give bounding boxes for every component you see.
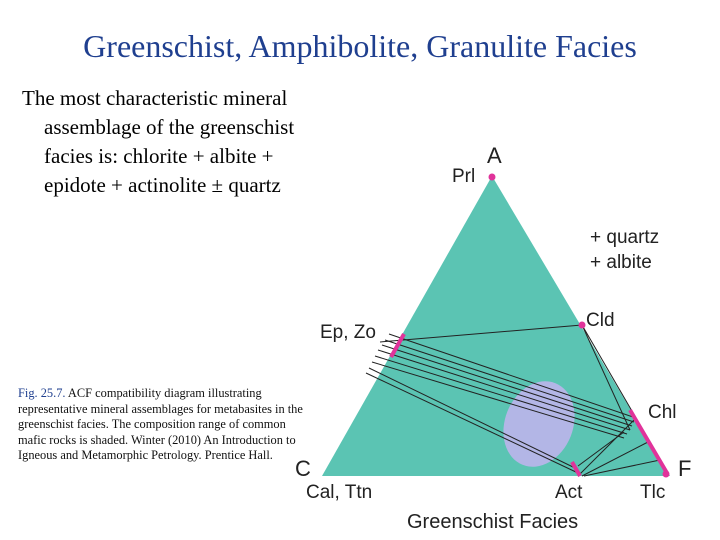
body-text: The most characteristic mineral assemblage of the greenschist facies is: chlorite + albite + epidote + actinolite ± quartz [22, 86, 295, 197]
prl-label: Prl [452, 166, 476, 187]
apex-a-label: A [487, 143, 502, 168]
slide-title: Greenschist, Amphibolite, Granulite Facies [83, 28, 637, 64]
cal-ttn-label: Cal, Ttn [306, 482, 373, 503]
tlc-label: Tlc [640, 482, 666, 503]
chl-label: Chl [648, 402, 677, 423]
apex-c-label: C [295, 456, 311, 481]
tlc-point [663, 471, 670, 478]
prl-point [489, 174, 496, 181]
plus-albite-label: + albite [590, 252, 652, 273]
facies-label: Greenschist Facies [407, 511, 579, 533]
act-label: Act [555, 482, 583, 503]
ep-zo-label: Ep, Zo [320, 322, 376, 343]
caption-figure-number: Fig. 25.7. [18, 386, 66, 400]
cld-point [579, 322, 586, 329]
plus-quartz-label: + quartz [590, 227, 660, 248]
caption-text: ACF compatibility diagram illustrating representative mineral assemblages for metabasites in the greenschist facies. The composition range of common mafic rocks is shaded. Winter (2010) An Introduction to Igneous and Metamorphic Petrology. Prentice Hall. [18, 386, 303, 463]
cld-label: Cld [586, 310, 615, 331]
apex-f-label: F [678, 456, 692, 481]
